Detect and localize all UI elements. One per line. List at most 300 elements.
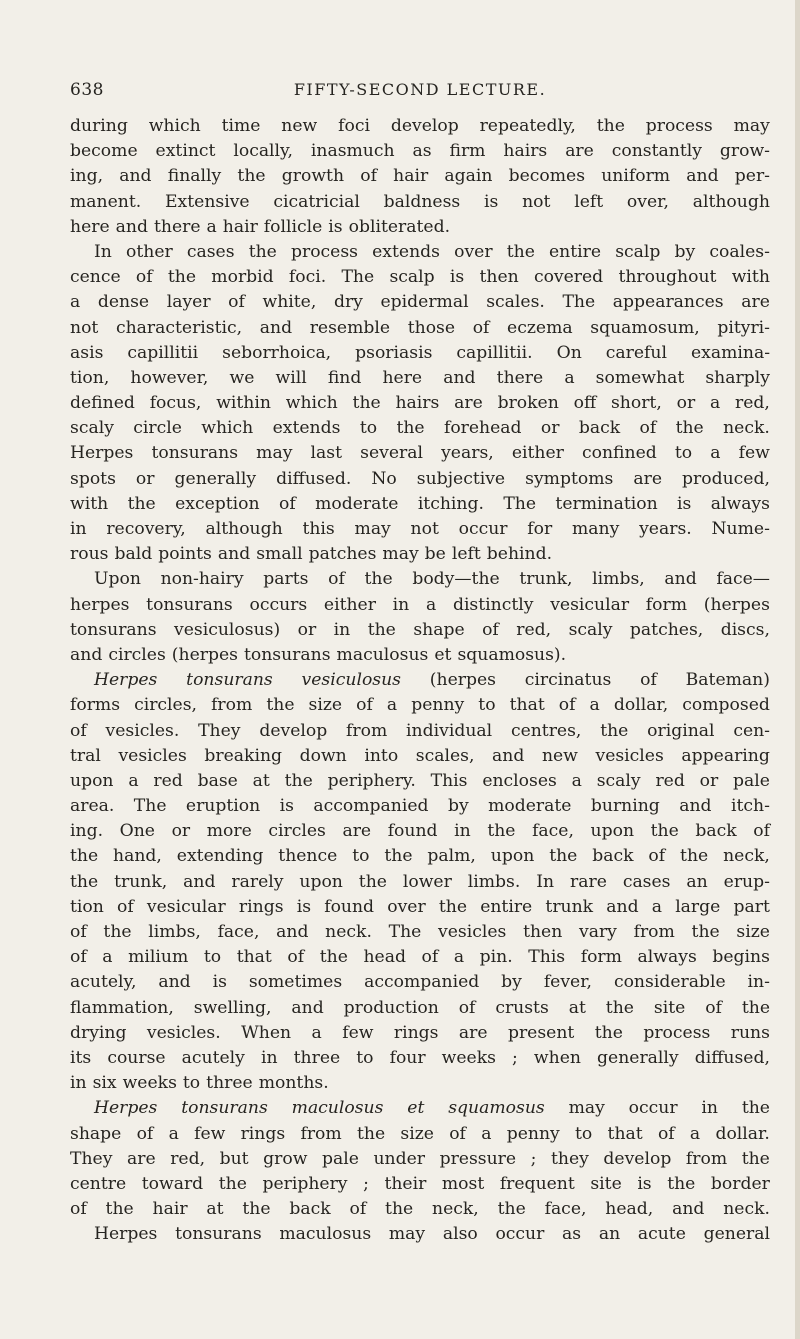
word: focus,: [149, 393, 202, 414]
word: forehead: [443, 418, 522, 439]
word: toward: [141, 1173, 204, 1194]
text-line: [70, 1222, 770, 1247]
word: The: [503, 493, 537, 514]
word: a: [453, 947, 465, 968]
word: is: [677, 493, 692, 514]
word: either: [323, 594, 376, 615]
word: here: [70, 216, 110, 237]
word: of: [449, 1123, 466, 1144]
word: either: [511, 443, 564, 464]
word: capillitii.: [456, 342, 533, 363]
word: scalp: [615, 241, 661, 262]
text-line: [70, 1172, 770, 1197]
word: are: [741, 292, 770, 313]
word: back: [289, 1199, 331, 1220]
word: the: [385, 1199, 414, 1220]
word: and: [492, 745, 525, 766]
word: scales,: [415, 745, 475, 766]
text-line: [70, 618, 770, 643]
word: tion,: [70, 367, 110, 388]
word: occur: [628, 1098, 678, 1119]
word: with: [70, 493, 109, 514]
text-line: [70, 970, 770, 995]
word: coales-: [709, 241, 770, 262]
word: down: [299, 745, 347, 766]
word: diffused,: [694, 1047, 770, 1068]
text-line: [70, 1122, 770, 1147]
word: form: [645, 594, 688, 615]
text-line: [70, 467, 770, 492]
word: behind.: [486, 544, 553, 565]
word: rings: [240, 1123, 286, 1144]
word: over: [387, 896, 426, 917]
body-text: [70, 114, 770, 1247]
word: periphery: [262, 1173, 348, 1194]
word: upon: [590, 821, 635, 842]
word: shape: [413, 619, 465, 640]
word: red: [153, 770, 183, 791]
word: grow: [263, 1148, 308, 1169]
word: of: [421, 947, 439, 968]
word: The: [562, 292, 596, 313]
word: accompanied: [364, 972, 480, 993]
word: penny: [506, 1123, 560, 1144]
word: the: [242, 1199, 271, 1220]
word: itching.: [417, 493, 484, 514]
word: points: [158, 544, 212, 565]
word: examina-: [690, 342, 770, 363]
word: morbid: [211, 267, 274, 288]
page-number: 638: [70, 80, 104, 100]
word: careful: [605, 342, 667, 363]
word: head: [363, 947, 406, 968]
word: will: [275, 367, 307, 388]
word: and: [158, 972, 191, 993]
word: The: [133, 796, 167, 817]
word: obliterated.: [348, 216, 451, 237]
word: itch-: [730, 796, 770, 817]
word: In: [536, 871, 555, 892]
word: a: [70, 292, 81, 313]
text-line: [70, 492, 770, 517]
word: entire: [480, 896, 533, 917]
word: red: [655, 770, 685, 791]
word: circles: [268, 821, 326, 842]
word: by: [447, 796, 469, 817]
word: spots: [70, 468, 116, 489]
word: are: [342, 821, 372, 842]
word: of: [360, 166, 377, 187]
word: white,: [262, 292, 317, 313]
word: the: [675, 418, 704, 439]
word: in: [454, 821, 471, 842]
word: covered: [533, 267, 604, 288]
word: is: [296, 896, 312, 917]
word: the: [438, 896, 468, 917]
word: drying: [70, 1022, 127, 1043]
word: upon: [70, 770, 114, 791]
text-line: [70, 719, 770, 744]
word: baldness: [383, 191, 461, 212]
word: squamosum,: [590, 317, 700, 338]
text-line: [70, 542, 770, 567]
word: an: [598, 1224, 621, 1245]
text-line: [70, 819, 770, 844]
word: tral: [70, 745, 101, 766]
word: also: [442, 1224, 478, 1245]
text-line: [70, 441, 770, 466]
word: growth: [281, 166, 345, 187]
word: locally,: [233, 141, 293, 162]
text-line: [70, 316, 770, 341]
word: a: [571, 770, 582, 791]
word: their: [384, 1173, 427, 1194]
word: Herpes: [70, 443, 134, 464]
page-header: [70, 80, 770, 104]
text-line: [70, 920, 770, 945]
text-line: [70, 366, 770, 391]
word: of: [117, 896, 134, 917]
word: most: [441, 1173, 485, 1194]
word: et: [434, 644, 452, 665]
word: is: [449, 267, 465, 288]
word: area.: [70, 796, 115, 817]
word: trunk: [545, 896, 594, 917]
word: the: [266, 695, 295, 716]
word: a: [689, 1123, 701, 1144]
word: throughout: [618, 267, 717, 288]
word: of: [639, 418, 657, 439]
word: circle: [133, 418, 182, 439]
text-line: [70, 870, 770, 895]
word: herpes: [70, 594, 130, 615]
italic-word: et: [407, 1098, 425, 1119]
word: vary: [579, 922, 617, 942]
word: shape: [70, 1123, 122, 1144]
word: acutely,: [70, 972, 137, 993]
word: pale: [322, 1148, 359, 1169]
word: of: [136, 1123, 154, 1144]
word: back: [695, 821, 737, 842]
word: hair: [152, 1199, 188, 1220]
word: moderate: [488, 796, 572, 817]
word: thence: [278, 846, 338, 867]
word: part: [733, 896, 770, 917]
word: to: [674, 443, 693, 464]
word: weeks: [122, 1073, 177, 1094]
word: at: [252, 770, 270, 791]
word: of: [705, 997, 722, 1018]
word: within: [216, 393, 271, 414]
word: neck,: [432, 1199, 479, 1220]
word: a: [709, 393, 721, 414]
word: a: [425, 594, 437, 615]
word: extends: [372, 241, 440, 262]
word: uniform: [601, 166, 671, 187]
word: scaly: [568, 619, 613, 640]
word: ;: [363, 1173, 369, 1194]
word: head,: [605, 1199, 654, 1220]
word: hairs: [503, 141, 548, 162]
word: the: [70, 846, 99, 867]
word: in-: [747, 972, 770, 993]
word: more: [206, 821, 252, 842]
text-line: [70, 265, 770, 290]
word: there: [153, 216, 201, 237]
word: When: [241, 1022, 292, 1043]
word: (herpes: [171, 644, 238, 665]
word: or: [676, 393, 696, 414]
word: large: [675, 896, 721, 917]
word: Extensive: [165, 191, 250, 212]
word: In: [94, 241, 112, 262]
word: in: [333, 619, 351, 640]
word: the: [103, 922, 132, 942]
word: vesicles.: [105, 720, 180, 741]
word: face—: [716, 569, 770, 590]
word: are: [633, 468, 662, 489]
word: at: [568, 997, 586, 1018]
word: burning: [590, 796, 660, 817]
word: weeks: [441, 1047, 496, 1068]
word: Nume-: [711, 519, 770, 539]
text-line: [70, 190, 770, 215]
italic-word: tonsurans: [186, 670, 273, 691]
word: a: [651, 896, 663, 917]
word: psoriasis: [355, 342, 433, 363]
word: resemble: [309, 317, 391, 338]
word: the: [691, 922, 720, 942]
italic-word: squamosus: [448, 1098, 545, 1119]
text-line: [70, 693, 770, 718]
word: from: [685, 1148, 728, 1169]
word: red,: [170, 1148, 206, 1169]
word: the: [364, 569, 393, 590]
word: subjective: [416, 468, 506, 489]
word: produced,: [682, 468, 770, 489]
word: rarely: [231, 871, 284, 892]
word: we: [229, 367, 255, 388]
word: entire: [549, 241, 602, 262]
text-line: [70, 341, 770, 366]
word: This: [430, 770, 468, 791]
text-line: [70, 593, 770, 618]
word: confined: [582, 443, 657, 464]
word: No: [371, 468, 397, 489]
word: the: [549, 846, 578, 867]
word: with: [731, 267, 770, 288]
word: tonsurans: [70, 619, 157, 640]
word: neck.: [723, 418, 770, 439]
word: at: [206, 1199, 224, 1220]
word: of: [70, 1199, 87, 1220]
word: the: [741, 1148, 770, 1169]
page-edge: [795, 0, 800, 1339]
word: the: [396, 418, 425, 439]
text-line: [70, 391, 770, 416]
word: few: [738, 443, 770, 464]
word: and: [276, 922, 309, 942]
word: They: [198, 720, 241, 741]
word: the: [358, 871, 387, 892]
word: left: [574, 191, 604, 212]
word: size: [400, 1123, 434, 1144]
text-line: [70, 164, 770, 189]
word: cen-: [733, 720, 770, 741]
word: crusts: [495, 997, 549, 1018]
word: dry: [333, 292, 363, 313]
word: found: [324, 896, 375, 917]
word: other: [126, 241, 173, 262]
word: palm,: [427, 846, 476, 867]
word: and: [217, 544, 251, 565]
word: hairs: [395, 393, 440, 414]
word: the: [497, 1199, 526, 1220]
word: are: [126, 1148, 156, 1169]
word: process: [643, 1022, 711, 1043]
word: three: [293, 1047, 341, 1068]
word: penny: [411, 695, 465, 716]
word: of: [70, 922, 87, 942]
word: vesicles: [595, 745, 664, 766]
word: This: [528, 947, 566, 968]
text-line: [70, 769, 770, 794]
word: milium: [128, 947, 189, 968]
italic-word: maculosus: [291, 1098, 384, 1119]
word: termination: [555, 493, 658, 514]
word: and: [672, 1199, 705, 1220]
word: to: [359, 418, 378, 439]
word: symptoms: [525, 468, 614, 489]
text-line: [70, 215, 770, 240]
word: from: [300, 1123, 342, 1144]
word: to: [203, 947, 222, 968]
word: rings: [393, 1022, 439, 1043]
word: months.: [258, 1073, 329, 1094]
word: a: [710, 443, 721, 464]
word: The: [341, 267, 375, 288]
word: pityri-: [717, 317, 770, 338]
word: again: [444, 166, 493, 187]
word: last: [310, 443, 343, 464]
word: patches: [308, 544, 377, 565]
word: the: [248, 241, 277, 262]
word: of: [657, 1123, 675, 1144]
word: neck,: [723, 846, 770, 867]
word: inasmuch: [310, 141, 395, 162]
word: periphery.: [327, 770, 416, 791]
word: pressure: [439, 1148, 517, 1169]
word: the: [384, 846, 413, 867]
word: original: [647, 720, 715, 741]
text-line: [70, 416, 770, 441]
word: during: [70, 116, 128, 136]
word: tonsurans: [151, 443, 239, 464]
word: is: [484, 191, 499, 212]
word: the: [741, 1098, 770, 1119]
word: are: [565, 141, 594, 162]
word: pale: [733, 770, 770, 791]
text-line: [70, 668, 770, 693]
word: course: [107, 1047, 166, 1068]
word: pin.: [479, 947, 513, 968]
word: centre: [70, 1173, 127, 1194]
word: by: [674, 241, 696, 262]
word: of: [753, 821, 770, 842]
word: of: [135, 267, 153, 288]
word: may: [256, 443, 293, 464]
word: are: [458, 1022, 488, 1043]
word: cases: [622, 871, 671, 892]
word: or: [297, 619, 317, 640]
word: as: [562, 1224, 582, 1245]
word: to: [575, 1123, 593, 1144]
word: vesicles.: [146, 1022, 221, 1043]
italic-word: tonsurans: [181, 1098, 268, 1119]
word: (herpes: [703, 594, 770, 615]
word: tonsurans: [243, 644, 331, 665]
word: production: [343, 997, 439, 1018]
word: characteristic,: [115, 317, 243, 338]
word: by: [501, 972, 522, 993]
word: a: [589, 695, 600, 716]
word: dollar.: [715, 1123, 770, 1144]
word: body—the: [412, 569, 500, 590]
word: vesicular: [146, 896, 226, 917]
word: be: [424, 544, 446, 565]
word: the: [218, 1173, 247, 1194]
word: of: [70, 720, 87, 741]
word: neck.: [723, 1199, 770, 1220]
word: that: [607, 1123, 643, 1144]
word: asis: [70, 342, 104, 363]
word: as: [412, 141, 432, 162]
word: ing,: [70, 166, 104, 187]
word: dense: [97, 292, 150, 313]
word: from: [633, 922, 675, 942]
word: runs: [730, 1022, 770, 1043]
word: or: [540, 418, 560, 439]
word: may: [354, 519, 391, 539]
word: the: [237, 166, 266, 187]
word: to: [182, 1073, 201, 1094]
word: They: [70, 1148, 113, 1169]
word: eczema: [507, 317, 573, 338]
word: process: [290, 241, 358, 262]
word: foci: [338, 116, 370, 136]
word: size: [736, 922, 770, 942]
word: layer: [166, 292, 211, 313]
word: scaly: [596, 770, 641, 791]
word: constantly: [611, 141, 702, 162]
word: extends: [272, 418, 341, 439]
word: sharply: [705, 367, 770, 388]
word: several: [360, 443, 423, 464]
word: recovery,: [106, 519, 186, 539]
word: size: [308, 695, 343, 716]
word: into: [364, 745, 399, 766]
word: trunk,: [519, 569, 573, 590]
word: base: [197, 770, 238, 791]
text-line: [70, 744, 770, 769]
word: Bateman): [685, 670, 770, 691]
word: develop: [390, 116, 459, 136]
word: are: [454, 393, 483, 414]
word: red,: [735, 393, 770, 414]
word: then: [523, 922, 563, 942]
word: although: [205, 519, 283, 539]
text-line: [70, 1046, 770, 1071]
